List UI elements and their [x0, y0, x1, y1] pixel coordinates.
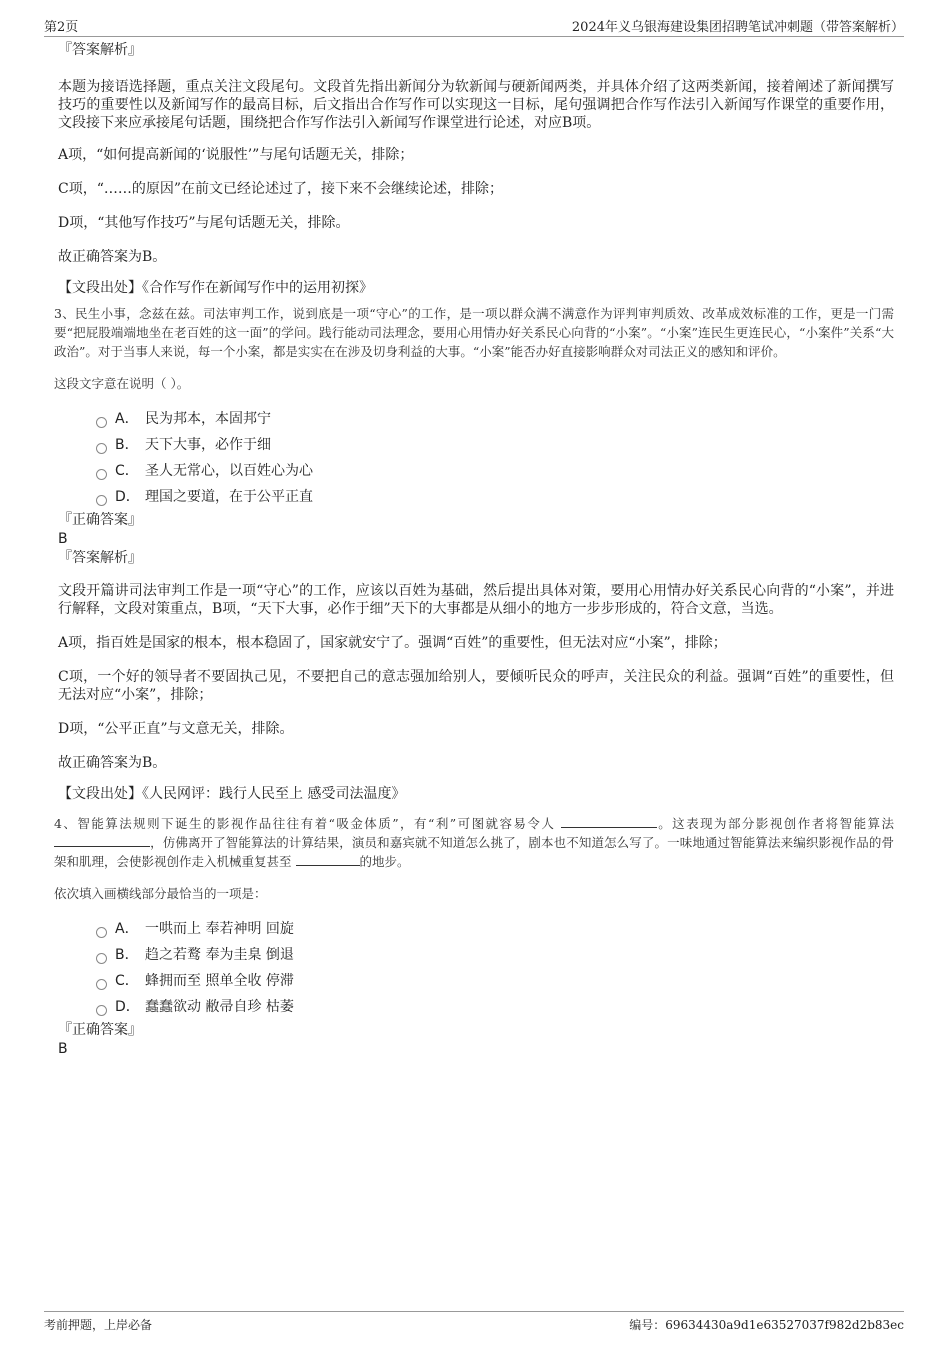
radio-icon[interactable] [96, 469, 107, 480]
q4-correct-answer: B [58, 1041, 68, 1057]
document-title: 2024年义乌银海建设集团招聘笔试冲刺题（带答案解析） [571, 20, 904, 35]
page-header [44, 14, 904, 37]
q3-analysis-line-a: A项，指百姓是国家的根本，根本稳固了，国家就安宁了。强调“百姓”的重要性，但无法对应“小案”，排除； [58, 635, 727, 651]
radio-icon[interactable] [96, 979, 107, 990]
radio-icon[interactable] [96, 495, 107, 506]
page-number: 第2页 [44, 20, 79, 35]
q3-option-d[interactable]: D． 理国之要道，在于公平正直 [96, 484, 894, 510]
page-content [54, 40, 894, 1058]
q4-option-c[interactable]: C． 蜂拥而至 照单全收 停滞 [96, 968, 894, 994]
q3-analysis-line-d: D项，“公平正直”与文意无关，排除。 [58, 721, 294, 737]
footer-slogan: 考前押题，上岸必备 [44, 1318, 153, 1332]
q4-blank-2 [54, 834, 150, 847]
q3-correct-answer: B [58, 531, 68, 547]
q2-source: 【文段出处】《合作写作在新闻写作中的运用初探》 [58, 280, 373, 296]
q3-stem: 3、民生小事，念兹在兹。司法审判工作，说到底是一项“守心”的工作，是一项以群众满不满意作为评判审判质效、改革成效标准的工作，更是一门需要“把屁股端端地坐在老百姓的这一面”的学问。践行能动司法理念，要用心用情办好关系民心向背的“小案”。“小案”连民生更连民心，“小案件”关系“大政治”。对于当事人来说，每一个小案，都是实实在在涉及切身利益的大事。“小案”能否办好直接影响群众对司法正义的感知和评价。 [54, 306, 894, 359]
q3-option-c[interactable]: C． 圣人无常心，以百姓心为心 [96, 458, 894, 484]
document-code: 编号：69634430a9d1e63527037f982d2b83ec [629, 1318, 904, 1332]
q4-option-a[interactable]: A． 一哄而上 奉若神明 回旋 [96, 916, 894, 942]
radio-icon[interactable] [96, 443, 107, 454]
q4-option-b[interactable]: B． 趋之若鹜 奉为圭臬 倒退 [96, 942, 894, 968]
q3-prompt: 这段文字意在说明（ ）。 [54, 376, 190, 391]
q4-prompt: 依次填入画横线部分最恰当的一项是： [54, 886, 267, 901]
q4-blank-1 [561, 815, 657, 828]
q4-correct-tag: 『正确答案』 [58, 1022, 142, 1038]
radio-icon[interactable] [96, 953, 107, 964]
q4-option-d[interactable]: D． 蠢蠢欲动 敝帚自珍 枯萎 [96, 994, 894, 1020]
q2-analysis-line-a: A项，“如何提高新闻的‘说服性’”与尾句话题无关，排除； [58, 147, 414, 163]
q3-options [96, 406, 894, 510]
q4-stem: 4、智能算法规则下诞生的影视作品往往有着“吸金体质”，有“利”可图就容易令人 。这表现为部分影视创作者将智能算法 ，仿佛离开了智能算法的计算结果，演员和嘉宾就不知道怎么挑了，剧本也不知道怎么写了。一味地通过智能算法来编织影视作品的骨架和肌理，会使影视创作走入机械重复甚至 的地步。 [54, 816, 894, 869]
radio-icon[interactable] [96, 417, 107, 428]
q2-analysis-text: 本题为接语选择题，重点关注文段尾句。文段首先指出新闻分为软新闻与硬新闻两类，并具体介绍了这两类新闻，接着阐述了新闻撰写技巧的重要性以及新闻写作的最高目标，后文指出合作写作可以实现这一目标，尾句强调把合作写作法引入新闻写作课堂的重要作用，文段接下来应承接尾句话题，围绕把合作写作法引入新闻写作课堂进行论述，对应B项。 [58, 79, 894, 131]
q3-option-a[interactable]: A． 民为邦本，本固邦宁 [96, 406, 894, 432]
q2-analysis-tag: 『答案解析』 [58, 42, 142, 58]
q3-conclusion: 故正确答案为B。 [58, 755, 167, 771]
q2-analysis-line-d: D项，“其他写作技巧”与尾句话题无关，排除。 [58, 215, 350, 231]
q3-analysis-line-c: C项，一个好的领导者不要固执己见，不要把自己的意志强加给别人，要倾听民众的呼声，关注民众的利益。强调“百姓”的重要性，但无法对应“小案”，排除； [58, 669, 894, 703]
radio-icon[interactable] [96, 927, 107, 938]
q4-blank-3 [296, 853, 360, 866]
q3-option-b[interactable]: B． 天下大事，必作于细 [96, 432, 894, 458]
q2-analysis-line-c: C项，“……的原因”在前文已经论述过了，接下来不会继续论述，排除； [58, 181, 504, 197]
q3-source: 【文段出处】《人民网评：践行人民至上 感受司法温度》 [58, 786, 406, 802]
q3-analysis-text: 文段开篇讲司法审判工作是一项“守心”的工作，应该以百姓为基础，然后提出具体对策，要用心用情办好关系民心向背的“小案”，并进行解释，文段对策重点，B项，“天下大事，必作于细”天下的大事都是从细小的地方一步步形成的，符合文意，当选。 [58, 583, 894, 617]
q4-options [96, 916, 894, 1020]
q3-correct-tag: 『正确答案』 [58, 512, 142, 528]
radio-icon[interactable] [96, 1005, 107, 1016]
q3-analysis-tag: 『答案解析』 [58, 550, 142, 566]
page-footer [44, 1311, 904, 1332]
q2-conclusion: 故正确答案为B。 [58, 249, 167, 265]
